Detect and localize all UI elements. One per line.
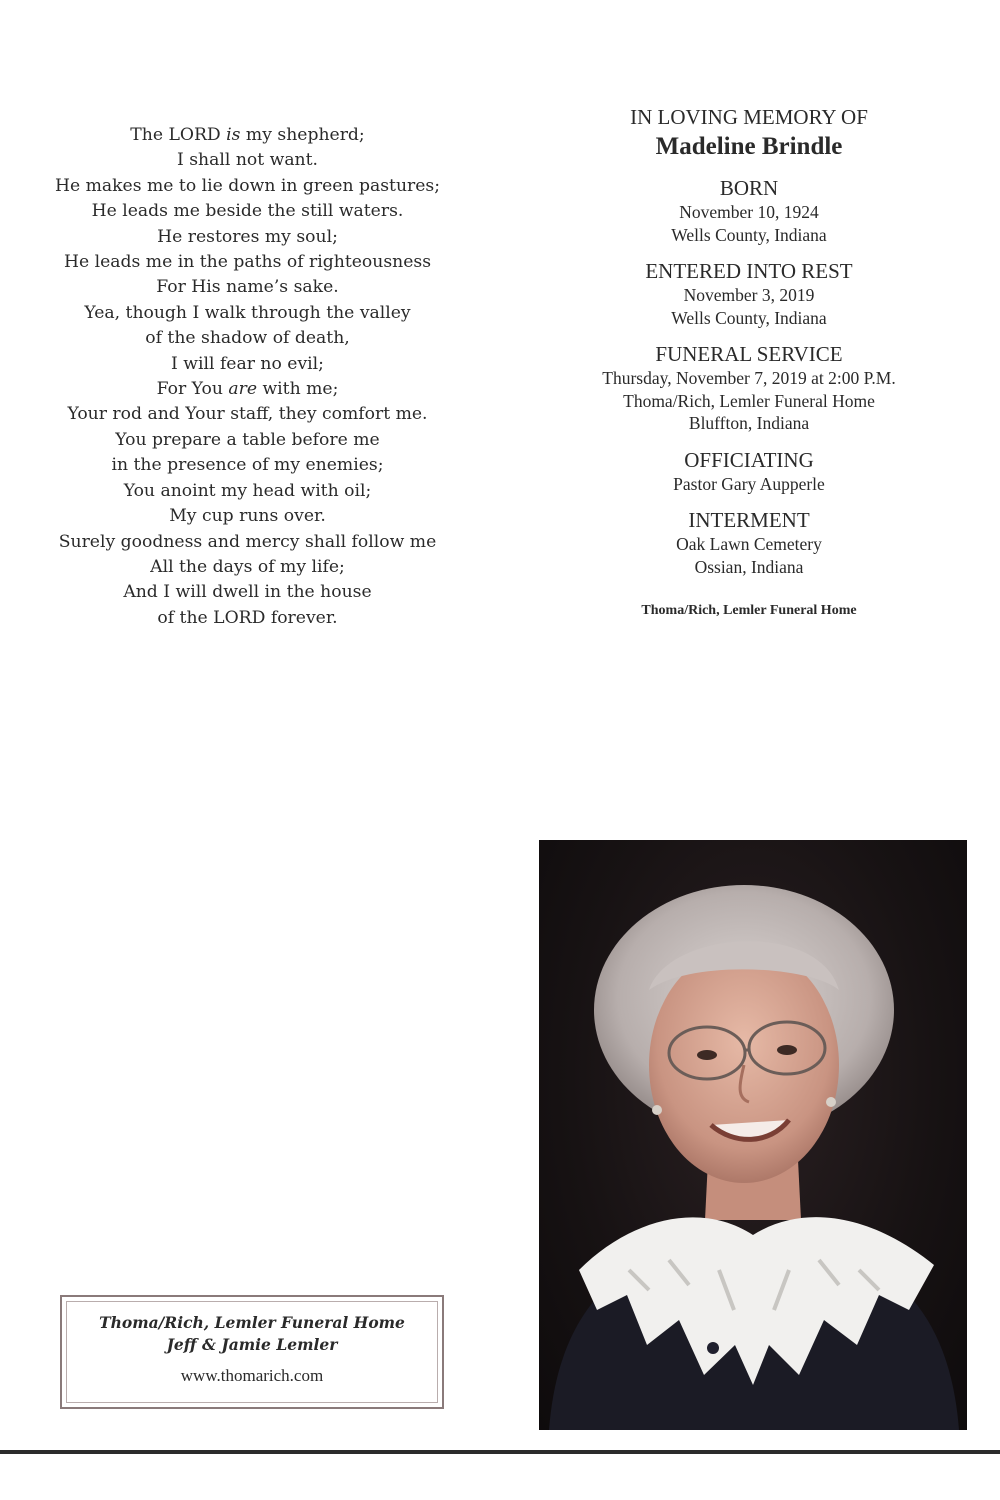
service-where: Thoma/Rich, Lemler Funeral Home — [623, 390, 875, 411]
psalm-line — [40, 352, 455, 377]
memorial-details — [560, 104, 938, 619]
psalm-text: Your rod and Your staff, they comfort me. — [67, 404, 428, 425]
psalm-line — [40, 326, 455, 351]
born-section — [560, 175, 938, 246]
psalm-line — [40, 453, 455, 478]
psalm-line — [40, 148, 455, 173]
psalm-line — [40, 606, 455, 631]
psalm-text: All the days of my life; — [150, 556, 345, 577]
service-section — [560, 341, 938, 435]
psalm-line — [40, 402, 455, 427]
rest-label: ENTERED INTO REST — [645, 259, 853, 283]
officiating-section — [560, 447, 938, 496]
officiating-label: OFFICIATING — [684, 447, 814, 472]
psalm-text: You anoint my head with oil; — [123, 480, 372, 501]
rest-section — [560, 258, 938, 329]
psalm-line — [40, 250, 455, 275]
bottom-rule — [0, 1450, 1000, 1454]
psalm-text: my shepherd; — [240, 125, 365, 145]
psalm-text: For His name’s sake. — [156, 277, 339, 298]
psalm-line — [40, 555, 455, 580]
psalm-line — [40, 479, 455, 504]
rest-place: Wells County, Indiana — [671, 307, 827, 328]
psalm-text: I will fear no evil; — [171, 353, 324, 374]
born-place: Wells County, Indiana — [671, 224, 827, 245]
officiant-name: Pastor Gary Aupperle — [673, 473, 825, 494]
psalm-23-text — [40, 123, 455, 631]
interment-section — [560, 507, 938, 578]
service-label: FUNERAL SERVICE — [655, 342, 843, 366]
psalm-line — [40, 504, 455, 529]
psalm-text: The LORD — [130, 125, 227, 145]
rest-date: November 3, 2019 — [683, 285, 815, 305]
psalm-line — [40, 301, 455, 326]
psalm-line — [40, 225, 455, 250]
funeral-home-card — [60, 1295, 444, 1409]
psalm-text: of the LORD forever. — [157, 607, 338, 628]
portrait-photo — [539, 840, 967, 1430]
psalm-text: of the shadow of death, — [145, 328, 350, 349]
psalm-text: He makes me to lie down in green pastures; — [54, 175, 441, 196]
psalm-text: For You — [156, 379, 229, 400]
psalm-line — [40, 580, 455, 605]
card-funeral-home: Thoma/Rich, Lemler Funeral Home — [99, 1313, 405, 1332]
psalm-line — [40, 377, 455, 402]
psalm-line — [40, 530, 455, 555]
interment-label: INTERMENT — [688, 508, 810, 532]
psalm-line — [40, 199, 455, 224]
memory-heading: IN LOVING MEMORY OF — [630, 105, 868, 129]
psalm-emphasis: is — [226, 125, 241, 145]
portrait-illustration — [539, 840, 967, 1430]
service-city: Bluffton, Indiana — [688, 413, 810, 433]
born-date: November 10, 1924 — [679, 202, 819, 222]
card-inner-border — [66, 1301, 438, 1403]
interment-place: Oak Lawn Cemetery — [676, 534, 822, 554]
psalm-text: in the presence of my enemies; — [111, 455, 384, 476]
psalm-text: You prepare a table before me — [115, 429, 380, 450]
psalm-line — [40, 428, 455, 453]
psalm-text: I shall not want. — [176, 150, 319, 171]
psalm-text: He leads me in the paths of righteousness — [63, 252, 432, 273]
psalm-text: And I will dwell in the house — [123, 582, 372, 603]
deceased-name: Madeline Brindle — [655, 133, 843, 160]
card-owners: Jeff & Jamie Lemler — [166, 1335, 338, 1354]
psalm-line — [40, 123, 455, 148]
psalm-text: He leads me beside the still waters. — [91, 201, 404, 222]
psalm-line — [40, 174, 455, 199]
psalm-line — [40, 275, 455, 300]
card-website[interactable]: www.thomarich.com — [180, 1366, 324, 1385]
psalm-text: Surely goodness and mercy shall follow me — [58, 531, 437, 552]
psalm-text: He restores my soul; — [157, 226, 338, 247]
psalm-text: My cup runs over. — [169, 506, 326, 527]
psalm-text: with me; — [257, 379, 339, 400]
funeral-home-footer: Thoma/Rich, Lemler Funeral Home — [641, 603, 857, 618]
born-label: BORN — [719, 176, 779, 200]
psalm-emphasis: are — [228, 379, 257, 400]
interment-city: Ossian, Indiana — [694, 556, 804, 577]
psalm-text: Yea, though I walk through the valley — [84, 302, 411, 323]
service-when: Thursday, November 7, 2019 at 2:00 P.M. — [602, 368, 896, 388]
